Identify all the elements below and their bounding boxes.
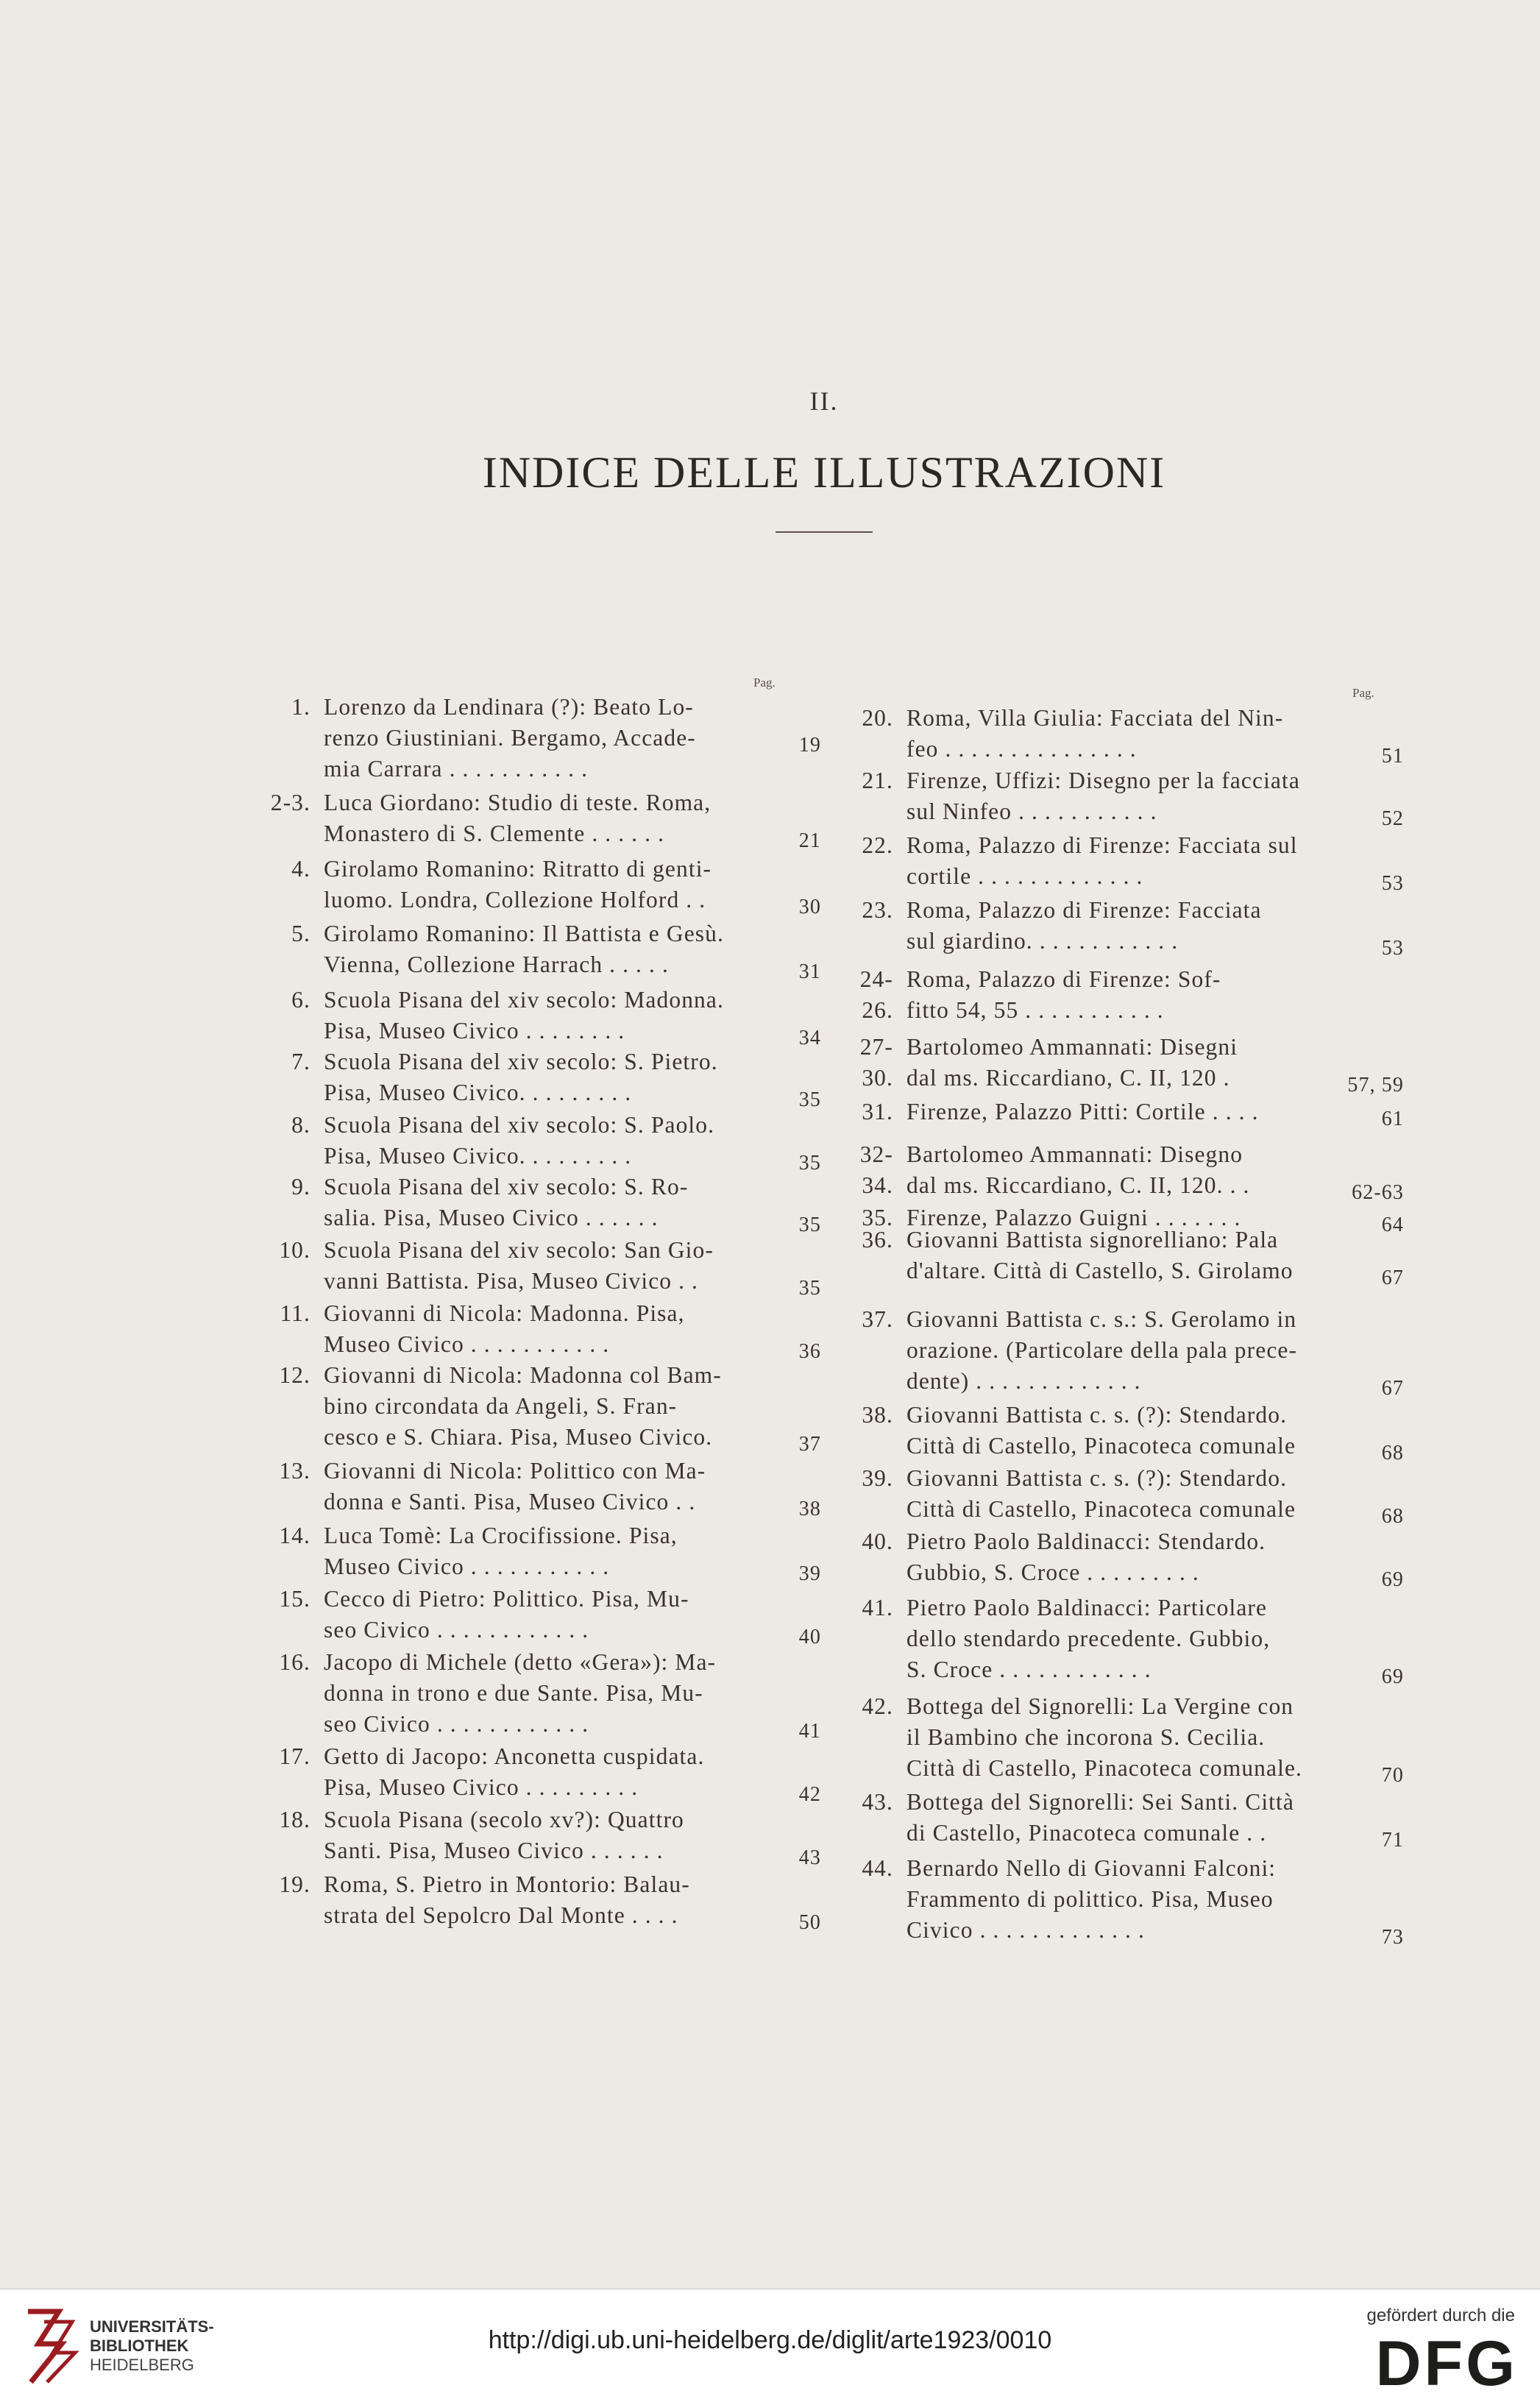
left-entry <box>291 1110 821 1175</box>
entry-page-number: 67 <box>1381 1266 1404 1289</box>
library-name-line3: HEIDELBERG <box>90 2356 194 2374</box>
entry-caption: Giovanni Battista c. s. (?): Stendardo. Città di Castello, Pinacoteca comunale <box>906 1402 1296 1459</box>
left-entry <box>279 1804 821 1869</box>
left-entry <box>279 1647 821 1743</box>
entry-caption: Jacopo di Michele (detto «Gera»): Ma- donna in trono e due Sante. Pisa, Mu- seo Civico . . . . . . . . . . . . <box>324 1649 717 1737</box>
entry-page-number: 35 <box>798 1088 821 1111</box>
entry-page-number: 35 <box>798 1152 821 1175</box>
entry-page-number: 64 <box>1381 1214 1404 1236</box>
entry-caption: Bartolomeo Ammannati: Disegni dal ms. Riccardiano, C. II, 120 . <box>906 1034 1238 1091</box>
right-entry <box>862 1304 1404 1400</box>
entry-caption: Bottega del Signorelli: Sei Santi. Città di Castello, Pinacoteca comunale . . <box>906 1789 1294 1846</box>
entry-caption: Cecco di Pietro: Polittico. Pisa, Mu- seo Civico . . . . . . . . . . . . <box>324 1586 689 1643</box>
entry-page-number: 40 <box>798 1626 821 1648</box>
pag-label-right: Pag. <box>1352 686 1374 700</box>
entry-caption: Bartolomeo Ammannati: Disegno dal ms. Riccardiano, C. II, 120. . . <box>906 1141 1250 1198</box>
entry-caption: Lorenzo da Lendinara (?): Beato Lo- renzo Giustiniani. Bergamo, Accade- mia Carrara . . . . . . . . . . . <box>324 694 696 782</box>
left-entry <box>291 1172 821 1236</box>
entry-page-number: 35 <box>798 1277 821 1300</box>
entry-page-number: 30 <box>798 896 821 918</box>
funding-caption: gefördert durch die <box>1366 2306 1515 2325</box>
title-divider <box>776 531 873 533</box>
entry-page-number: 34 <box>798 1027 821 1049</box>
entry-page-number: 41 <box>798 1720 821 1743</box>
left-entry <box>279 1456 821 1520</box>
left-entry <box>291 918 821 983</box>
entry-caption: Giovanni di Nicola: Polittico con Ma- donna e Santi. Pisa, Museo Civico . . <box>324 1458 706 1514</box>
entry-caption: Giovanni Battista signorelliano: Pala d'altare. Città di Castello, S. Girolamo <box>906 1227 1294 1283</box>
entry-page-number: 69 <box>1381 1568 1404 1591</box>
pag-label-left: Pag. <box>753 676 776 690</box>
entry-page-number: 53 <box>1381 937 1404 960</box>
left-entry <box>279 1741 821 1806</box>
entry-page-number: 42 <box>798 1783 821 1806</box>
entry-caption: Pietro Paolo Baldinacci: Stendardo. Gubbio, S. Croce . . . . . . . . . <box>906 1528 1266 1585</box>
entry-number: 42. <box>862 1693 893 1719</box>
entry-caption: Roma, Palazzo di Firenze: Sof- fitto 54, 55 . . . . . . . . . . . <box>906 966 1221 1023</box>
entry-number: 40. <box>862 1528 893 1554</box>
entry-page-number: 67 <box>1381 1377 1404 1400</box>
entry-caption: Getto di Jacopo: Anconetta cuspidata. Pisa, Museo Civico . . . . . . . . . <box>324 1743 705 1800</box>
left-entry <box>291 985 821 1049</box>
entry-number: 12. <box>279 1362 311 1388</box>
entry-page-number: 39 <box>798 1562 821 1585</box>
entry-caption: Scuola Pisana del xiv secolo: Madonna. Pisa, Museo Civico . . . . . . . . <box>324 987 724 1044</box>
right-entry <box>862 830 1404 895</box>
entry-page-number: 73 <box>1381 1926 1404 1949</box>
entry-caption: Giovanni Battista c. s.: S. Gerolamo in orazione. (Particolare della pala prece- dente) . . . . . . . . . . . . . <box>906 1306 1298 1394</box>
right-entry <box>862 1526 1404 1591</box>
entry-caption: Firenze, Palazzo Guigni . . . . . . . <box>906 1205 1241 1230</box>
entry-caption: Pietro Paolo Baldinacci: Particolare dello stendardo precedente. Gubbio, S. Croce . . . . . . . . . . . . <box>906 1595 1271 1682</box>
left-entry <box>270 787 821 852</box>
entry-page-number: 61 <box>1381 1108 1404 1130</box>
dfg-logo: DFG <box>1375 2328 1518 2399</box>
entry-number: 5. <box>291 921 311 946</box>
entry-caption: Roma, Villa Giulia: Facciata del Nin- feo . . . . . . . . . . . . . . . <box>906 705 1284 762</box>
entry-page-number: 71 <box>1381 1829 1404 1852</box>
entry-number: 24-26. <box>859 966 893 1023</box>
entry-number: 32-34. <box>859 1141 893 1198</box>
entry-number: 39. <box>862 1465 893 1491</box>
entry-number: 13. <box>279 1458 311 1484</box>
entry-number: 4. <box>291 856 311 882</box>
entry-number: 1. <box>291 694 311 720</box>
entry-number: 23. <box>862 897 893 923</box>
left-entry <box>291 692 821 784</box>
entry-page-number: 53 <box>1381 872 1404 895</box>
entry-number: 10. <box>279 1237 311 1263</box>
entry-number: 16. <box>279 1649 311 1675</box>
right-entry <box>862 1463 1404 1528</box>
entry-caption: Scuola Pisana del xiv secolo: San Gio- vanni Battista. Pisa, Museo Civico . . <box>324 1237 714 1294</box>
left-entry <box>291 1046 821 1111</box>
entry-page-number: 21 <box>798 829 821 852</box>
entry-caption: Bernardo Nello di Giovanni Falconi: Frammento di polittico. Pisa, Museo Civico . . . . . . . . . . . . . <box>906 1855 1277 1943</box>
entry-page-number: 36 <box>798 1340 821 1363</box>
entry-page-number: 62-63 <box>1352 1181 1404 1204</box>
right-entry <box>862 895 1404 960</box>
entry-caption: Luca Giordano: Studio di teste. Roma, Monastero di S. Clemente . . . . . . <box>324 790 712 846</box>
entry-caption: Roma, Palazzo di Firenze: Facciata sul giardino. . . . . . . . . . . . <box>906 897 1262 954</box>
left-entry <box>279 1869 821 1934</box>
right-entry <box>859 1139 1404 1204</box>
entry-number: 7. <box>291 1049 311 1074</box>
entry-number: 14. <box>279 1523 311 1548</box>
right-entry <box>862 1097 1404 1130</box>
section-number: II. <box>809 386 839 416</box>
right-entry <box>859 964 1348 1026</box>
entry-number: 21. <box>862 768 893 793</box>
entry-caption: Giovanni Battista c. s. (?): Stendardo. Città di Castello, Pinacoteca comunale <box>906 1465 1296 1522</box>
entry-caption: Scuola Pisana del xiv secolo: S. Paolo. Pisa, Museo Civico. . . . . . . . . <box>324 1112 715 1169</box>
entry-number: 8. <box>291 1112 311 1138</box>
right-entry <box>862 765 1404 830</box>
entry-page-number: 52 <box>1381 807 1404 830</box>
entry-number: 36. <box>862 1227 893 1253</box>
entry-number: 9. <box>291 1174 311 1200</box>
entry-page-number: 35 <box>798 1214 821 1236</box>
entry-page-number: 70 <box>1381 1764 1404 1787</box>
entry-number: 2-3. <box>270 790 311 815</box>
library-name-line1: UNIVERSITÄTS- <box>90 2317 214 2336</box>
entry-page-number: 68 <box>1381 1442 1404 1464</box>
entry-number: 37. <box>862 1306 893 1332</box>
right-entry <box>862 1593 1404 1688</box>
entry-number: 41. <box>862 1595 893 1620</box>
entry-number: 22. <box>862 832 893 858</box>
right-entry <box>862 1853 1404 1949</box>
entry-page-number: 69 <box>1381 1665 1404 1688</box>
entry-page-number: 50 <box>798 1911 821 1934</box>
entry-caption: Roma, Palazzo di Firenze: Facciata sul cortile . . . . . . . . . . . . . <box>906 832 1298 889</box>
entry-caption: Luca Tomè: La Crocifissione. Pisa, Museo Civico . . . . . . . . . . . <box>324 1523 678 1579</box>
entry-page-number: 43 <box>798 1846 821 1869</box>
left-entry <box>279 1584 821 1648</box>
entry-caption: Scuola Pisana del xiv secolo: S. Ro- salia. Pisa, Museo Civico . . . . . . <box>324 1174 689 1230</box>
entry-number: 17. <box>279 1743 311 1769</box>
left-entry <box>279 1520 821 1585</box>
entry-page-number: 68 <box>1381 1505 1404 1528</box>
entry-number: 15. <box>279 1586 311 1612</box>
entry-page-number: 19 <box>798 734 821 757</box>
entry-caption: Firenze, Uffizi: Disegno per la facciata sul Ninfeo . . . . . . . . . . . <box>906 768 1300 824</box>
right-entry <box>862 1400 1404 1464</box>
source-url-link[interactable]: http://digi.ub.uni-heidelberg.de/diglit/arte1923/0010 <box>488 2326 1052 2354</box>
entry-caption: Bottega del Signorelli: La Vergine con il Bambino che incorona S. Cecilia. Città di Castello, Pinacoteca comunale. <box>906 1693 1303 1781</box>
entry-number: 31. <box>862 1099 893 1124</box>
entry-number: 38. <box>862 1402 893 1428</box>
library-name-line2: BIBLIOTHEK <box>90 2337 189 2355</box>
entry-number: 11. <box>280 1300 311 1326</box>
entry-caption: Giovanni di Nicola: Madonna. Pisa, Museo Civico . . . . . . . . . . . <box>324 1300 685 1357</box>
entry-caption: Scuola Pisana (secolo xv?): Quattro Santi. Pisa, Museo Civico . . . . . . <box>324 1807 684 1863</box>
entry-caption: Scuola Pisana del xiv secolo: S. Pietro. Pisa, Museo Civico. . . . . . . . . <box>324 1049 718 1105</box>
right-entry <box>862 1691 1404 1787</box>
entry-number: 19. <box>279 1871 311 1897</box>
entry-number: 43. <box>862 1789 893 1815</box>
entry-caption: Roma, S. Pietro in Montorio: Balau- strata del Sepolcro Dal Monte . . . . <box>324 1871 690 1928</box>
footer-bar <box>0 2289 1540 2402</box>
entry-page-number: 51 <box>1381 745 1404 768</box>
entry-page-number: 37 <box>798 1433 821 1456</box>
right-entry <box>862 703 1404 768</box>
left-entry <box>279 1360 821 1456</box>
entry-number: 44. <box>862 1855 893 1881</box>
entry-number: 20. <box>862 705 893 731</box>
entry-page-number: 38 <box>798 1498 821 1520</box>
entry-caption: Girolamo Romanino: Ritratto di genti- luomo. Londra, Collezione Holford . . <box>324 856 712 913</box>
page-title: INDICE DELLE ILLUSTRAZIONI <box>482 448 1166 497</box>
left-entry <box>291 854 821 918</box>
entry-caption: Giovanni di Nicola: Madonna col Bam- bino circondata da Angeli, S. Fran- cesco e S. Chiara. Pisa, Museo Civico. <box>324 1362 722 1450</box>
entry-number: 27-30. <box>859 1034 893 1091</box>
entry-number: 35. <box>862 1205 893 1230</box>
entry-number: 6. <box>291 987 311 1013</box>
entry-number: 18. <box>279 1807 311 1832</box>
entry-page-number: 31 <box>798 960 821 983</box>
entry-caption: Firenze, Palazzo Pitti: Cortile . . . . <box>906 1099 1259 1124</box>
left-entry <box>279 1235 821 1300</box>
right-entry <box>862 1787 1404 1852</box>
entry-page-number: 57, 59 <box>1347 1074 1404 1097</box>
left-entry <box>280 1298 821 1363</box>
entry-caption: Girolamo Romanino: Il Battista e Gesù. Vienna, Collezione Harrach . . . . . <box>324 921 724 977</box>
right-entry <box>859 1032 1404 1097</box>
